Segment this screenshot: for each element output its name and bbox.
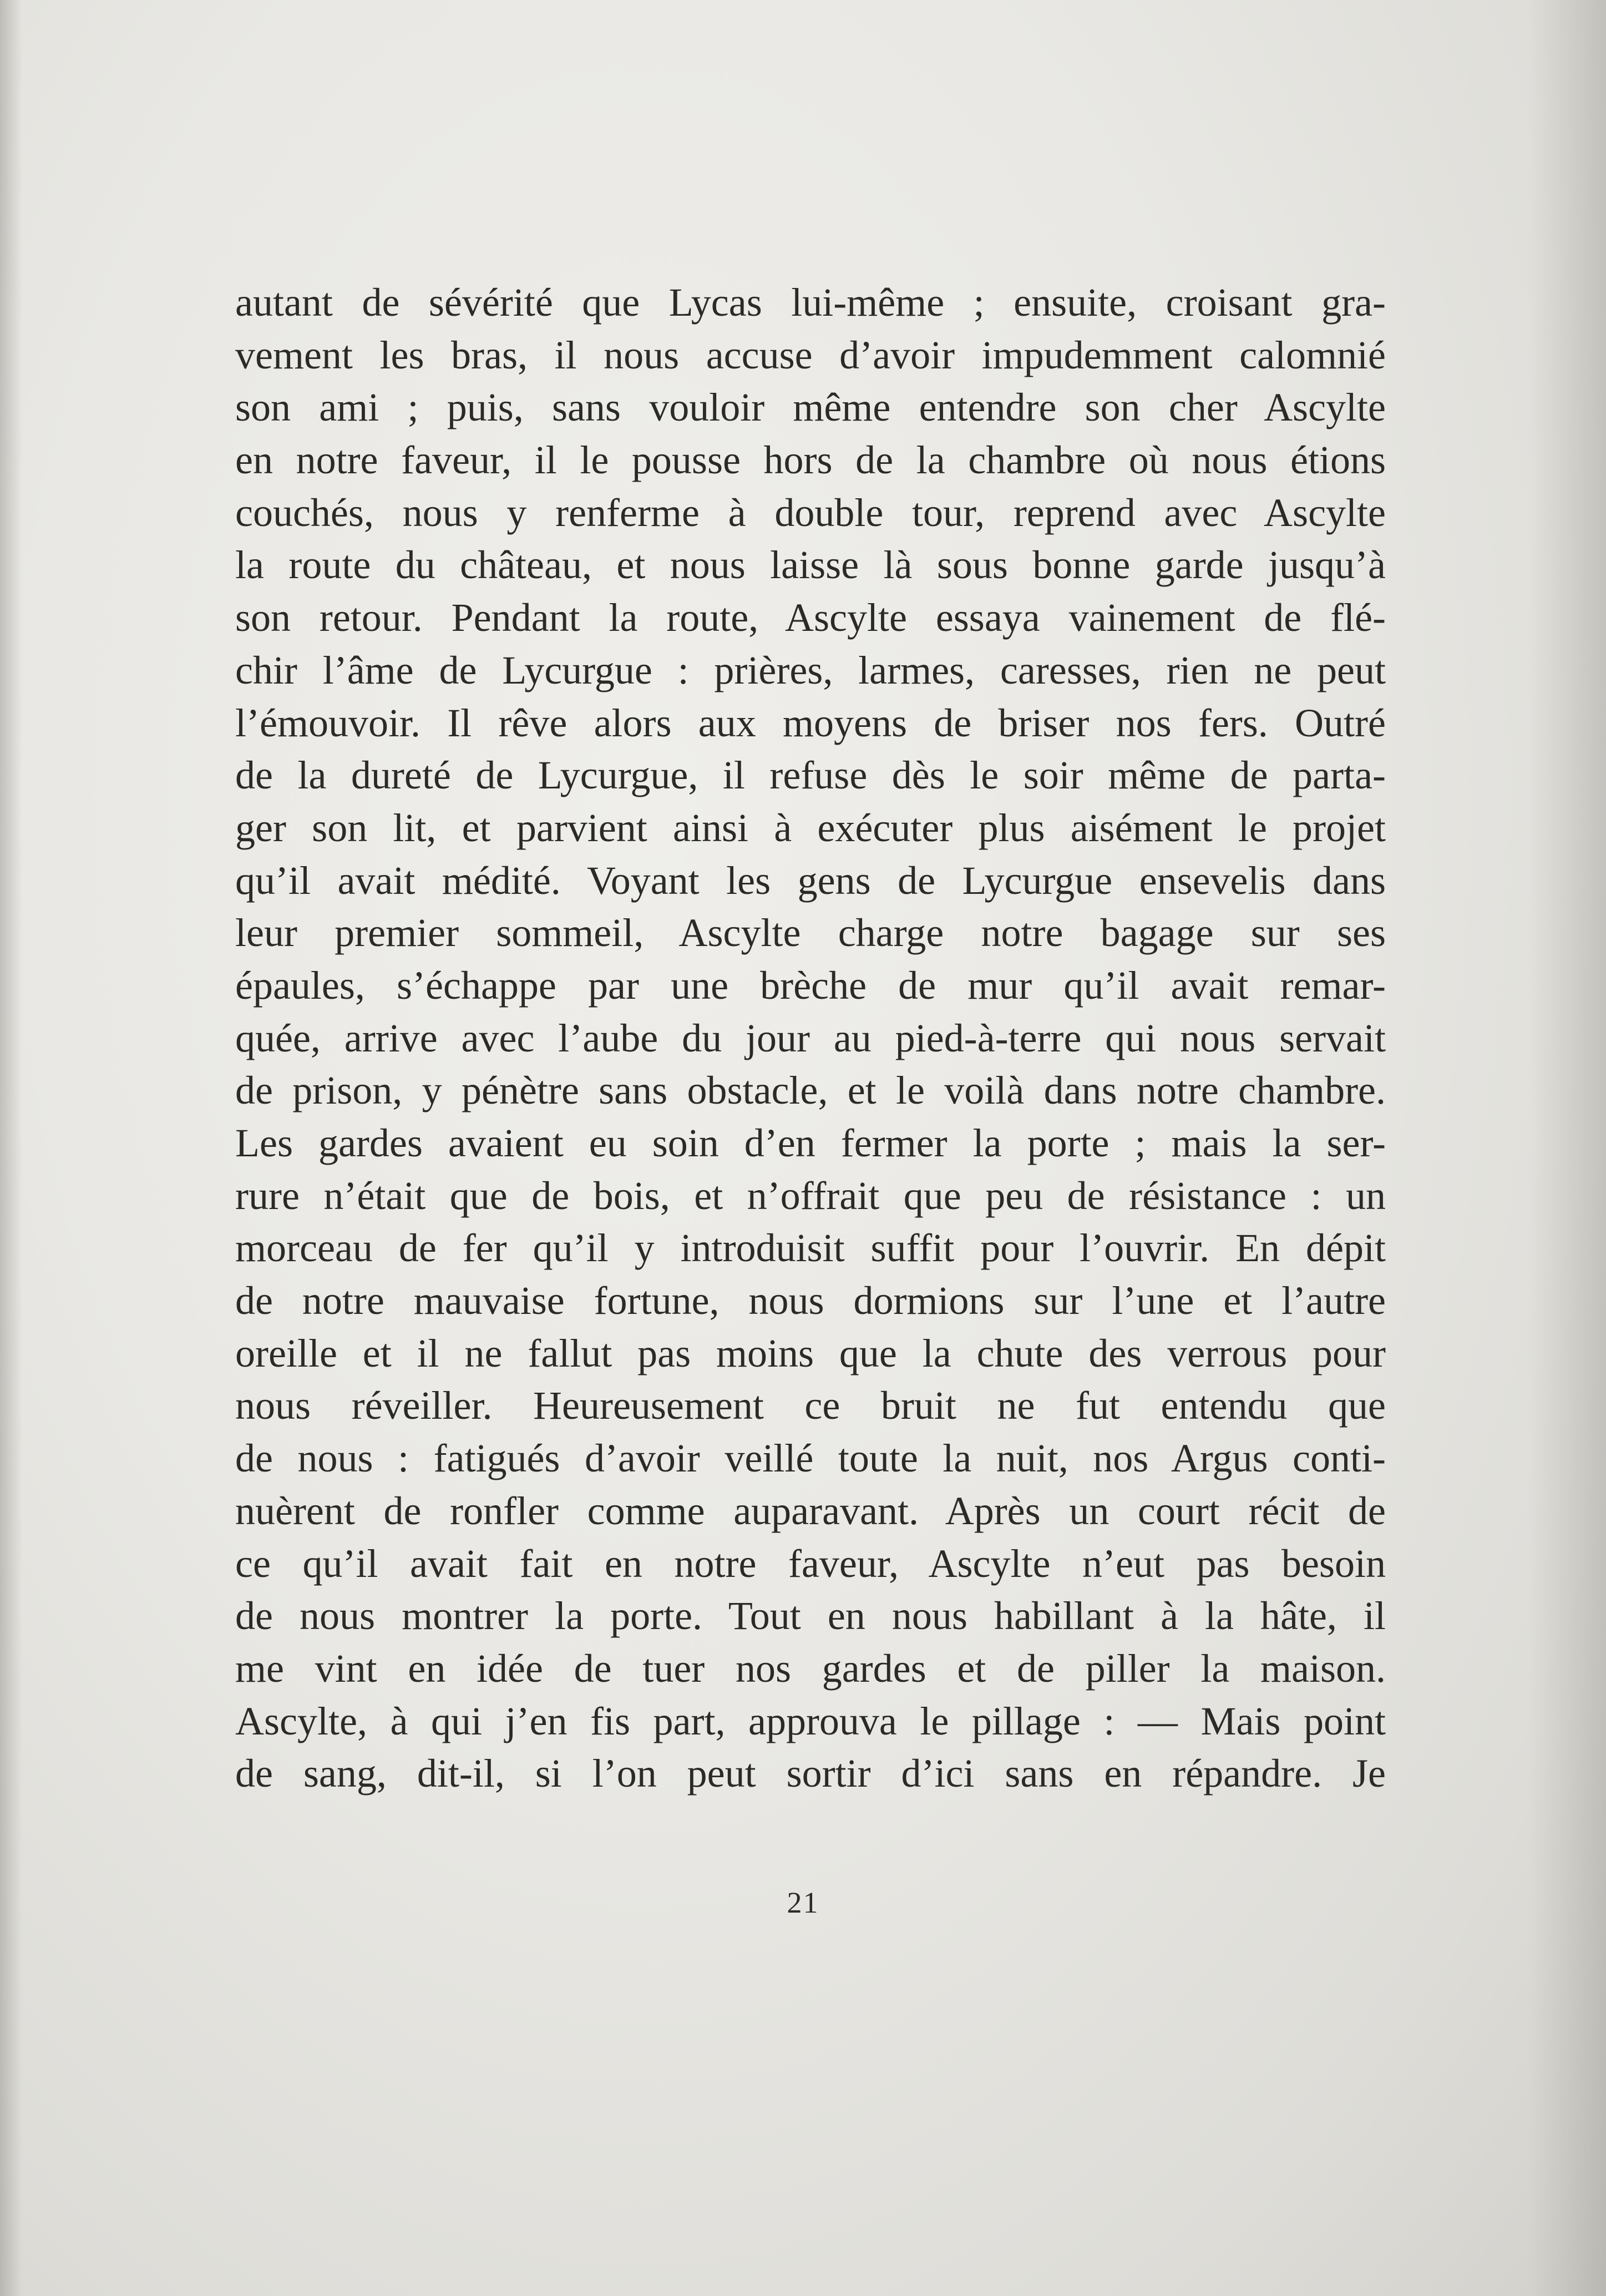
text-line: ger son lit, et parvient ainsi à exécuter plus aisément le projet (235, 805, 1386, 850)
text-line: de nous : fatigués d’avoir veillé toute la nuit, nos Argus conti- (235, 1436, 1386, 1481)
text-line: couchés, nous y renferme à double tour, reprend avec Ascylte (235, 490, 1386, 535)
text-line: chir l’âme de Lycurgue : prières, larmes, caresses, rien ne peut (235, 648, 1386, 692)
text-line: autant de sévérité que Lycas lui-même ; ensuite, croisant gra- (235, 280, 1386, 325)
text-line: la route du château, et nous laisse là sous bonne garde jusqu’à (235, 543, 1386, 588)
page-edge-shadow-right (1528, 0, 1606, 2296)
text-line: qu’il avait médité. Voyant les gens de Lycurgue ensevelis dans (235, 858, 1386, 903)
text-line: de la dureté de Lycurgue, il refuse dès le soir même de parta- (235, 753, 1386, 798)
text-line: morceau de fer qu’il y introduisit suffit pour l’ouvrir. En dépit (235, 1226, 1386, 1271)
text-line: de sang, dit-il, si l’on peut sortir d’ici sans en répandre. Je (235, 1751, 1386, 1796)
text-line: Les gardes avaient eu soin d’en fermer la porte ; mais la ser- (235, 1121, 1386, 1165)
text-line: Ascylte, à qui j’en fis part, approuva le pillage : — Mais point (235, 1698, 1386, 1743)
text-line: son ami ; puis, sans vouloir même entendre son cher Ascylte (235, 385, 1386, 430)
text-line: en notre faveur, il le pousse hors de la chambre où nous étions (235, 438, 1386, 483)
page-number: 21 (787, 1886, 819, 1919)
page-edge-shadow-left (0, 0, 22, 2296)
text-line: l’émouvoir. Il rêve alors aux moyens de briser nos fers. Outré (235, 700, 1386, 745)
text-line: son retour. Pendant la route, Ascylte essaya vainement de flé- (235, 595, 1386, 640)
text-line: de prison, y pénètre sans obstacle, et le voilà dans notre chambre. (235, 1068, 1386, 1113)
text-line: me vint en idée de tuer nos gardes et de piller la maison. (235, 1646, 1386, 1691)
text-line: oreille et il ne fallut pas moins que la chute des verrous pour (235, 1331, 1386, 1375)
text-line: rure n’était que de bois, et n’offrait que peu de résistance : un (235, 1173, 1386, 1218)
text-line: quée, arrive avec l’aube du jour au pied-à-terre qui nous servait (235, 1015, 1386, 1060)
text-line: nuèrent de ronfler comme auparavant. Après un court récit de (235, 1488, 1386, 1533)
text-line: ce qu’il avait fait en notre faveur, Ascylte n’eut pas besoin (235, 1541, 1386, 1586)
text-line: de notre mauvaise fortune, nous dormions sur l’une et l’autre (235, 1278, 1386, 1323)
text-line: vement les bras, il nous accuse d’avoir impudemment calomnié (235, 332, 1386, 377)
body-text (235, 276, 1386, 1800)
text-line: épaules, s’échappe par une brèche de mur qu’il avait remar- (235, 963, 1386, 1008)
text-line: de nous montrer la porte. Tout en nous habillant à la hâte, il (235, 1594, 1386, 1638)
text-line: nous réveiller. Heureusement ce bruit ne fut entendu que (235, 1383, 1386, 1428)
text-line: leur premier sommeil, Ascylte charge notre bagage sur ses (235, 911, 1386, 955)
